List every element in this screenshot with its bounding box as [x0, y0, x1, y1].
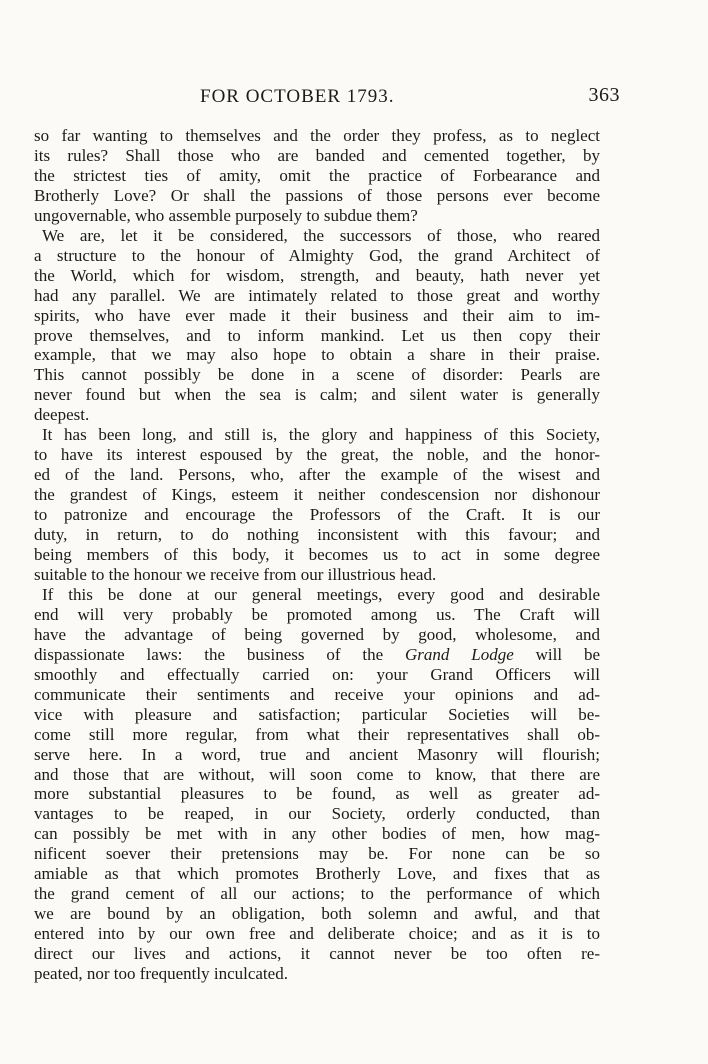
text-segment: will be	[535, 644, 600, 664]
text-line: more substantial pleasures to be found, as well as greater ad-	[34, 784, 600, 804]
text-line: communicate their sentiments and receive your opinions and ad-	[34, 684, 600, 704]
text-line-grand-lodge	[34, 645, 600, 665]
text-line: ed of the land. Persons, who, after the example of the wisest and	[34, 465, 600, 485]
text-line: example, that we may also hope to obtain a share in their praise.	[34, 345, 600, 365]
page-number: 363	[588, 84, 620, 106]
text-line: we are bound by an obligation, both solemn and awful, and that	[34, 904, 600, 924]
paragraph-start: It has been long, and still is, the glory and happiness of this Society,	[42, 425, 600, 445]
text-line: Brotherly Love? Or shall the passions of those persons ever become	[34, 185, 600, 205]
text-line: ungovernable, who assemble purposely to subdue them?	[34, 205, 418, 225]
text-line: and those that are without, will soon come to know, that there are	[34, 764, 600, 784]
text-line: suitable to the honour we receive from our illustrious head.	[34, 564, 437, 584]
text-line: its rules? Shall those who are banded and cemented together, by	[34, 145, 600, 165]
text-line: never found but when the sea is calm; and silent water is generally	[34, 385, 600, 405]
body-text	[34, 126, 600, 984]
text-line: deepest.	[34, 405, 90, 425]
text-line: have the advantage of being governed by good, wholesome, and	[34, 624, 600, 644]
text-line: can possibly be met with in any other bodies of men, how mag-	[34, 824, 600, 844]
page-header	[34, 84, 620, 112]
text-line: vice with pleasure and satisfaction; particular Societies will be-	[34, 704, 600, 724]
running-head: FOR OCTOBER 1793.	[200, 86, 395, 107]
text-line: nificent soever their pretensions may be. For none can be so	[34, 844, 600, 864]
text-line: serve here. In a word, true and ancient Masonry will flourish;	[34, 744, 600, 764]
text-line: a structure to the honour of Almighty God, the grand Architect of	[34, 245, 600, 265]
paragraph-start: If this be done at our general meetings, every good and desirable	[42, 584, 600, 604]
text-line: smoothly and effectually carried on: your Grand Officers will	[34, 664, 600, 684]
grand-lodge-italic: Grand Lodge	[405, 644, 514, 664]
text-line: so far wanting to themselves and the order they profess, as to neglect	[34, 126, 600, 145]
text-line: the strictest ties of amity, omit the practice of Forbearance and	[34, 165, 600, 185]
text-line: prove themselves, and to inform mankind. Let us then copy their	[34, 325, 600, 345]
text-line: end will very probably be promoted among us. The Craft will	[34, 604, 600, 624]
text-line: the World, which for wisdom, strength, and beauty, hath never yet	[34, 265, 600, 285]
text-line: vantages to be reaped, in our Society, orderly conducted, than	[34, 804, 600, 824]
text-line: the grand cement of all our actions; to the performance of which	[34, 884, 600, 904]
text-segment: dispassionate laws: the business of the	[34, 644, 384, 664]
text-line: come still more regular, from what their representatives shall ob-	[34, 724, 600, 744]
text-line: amiable as that which promotes Brotherly Love, and fixes that as	[34, 864, 600, 884]
text-line: being members of this body, it becomes us to act in some degree	[34, 545, 600, 565]
text-line: to have its interest espoused by the great, the noble, and the honor-	[34, 445, 600, 465]
paragraph-start: We are, let it be considered, the successors of those, who reared	[42, 225, 600, 245]
text-line: spirits, who have ever made it their business and their aim to im-	[34, 305, 600, 325]
text-line: had any parallel. We are intimately related to those great and worthy	[34, 285, 600, 305]
text-line: direct our lives and actions, it cannot never be too often re-	[34, 944, 600, 964]
text-line: This cannot possibly be done in a scene of disorder: Pearls are	[34, 365, 600, 385]
text-line: peated, nor too frequently inculcated.	[34, 964, 288, 984]
text-line: to patronize and encourage the Professors of the Craft. It is our	[34, 505, 600, 525]
text-line: the grandest of Kings, esteem it neither condescension nor dishonour	[34, 485, 600, 505]
text-line: duty, in return, to do nothing inconsistent with this favour; and	[34, 525, 600, 545]
text-line: entered into by our own free and deliberate choice; and as it is to	[34, 924, 600, 944]
